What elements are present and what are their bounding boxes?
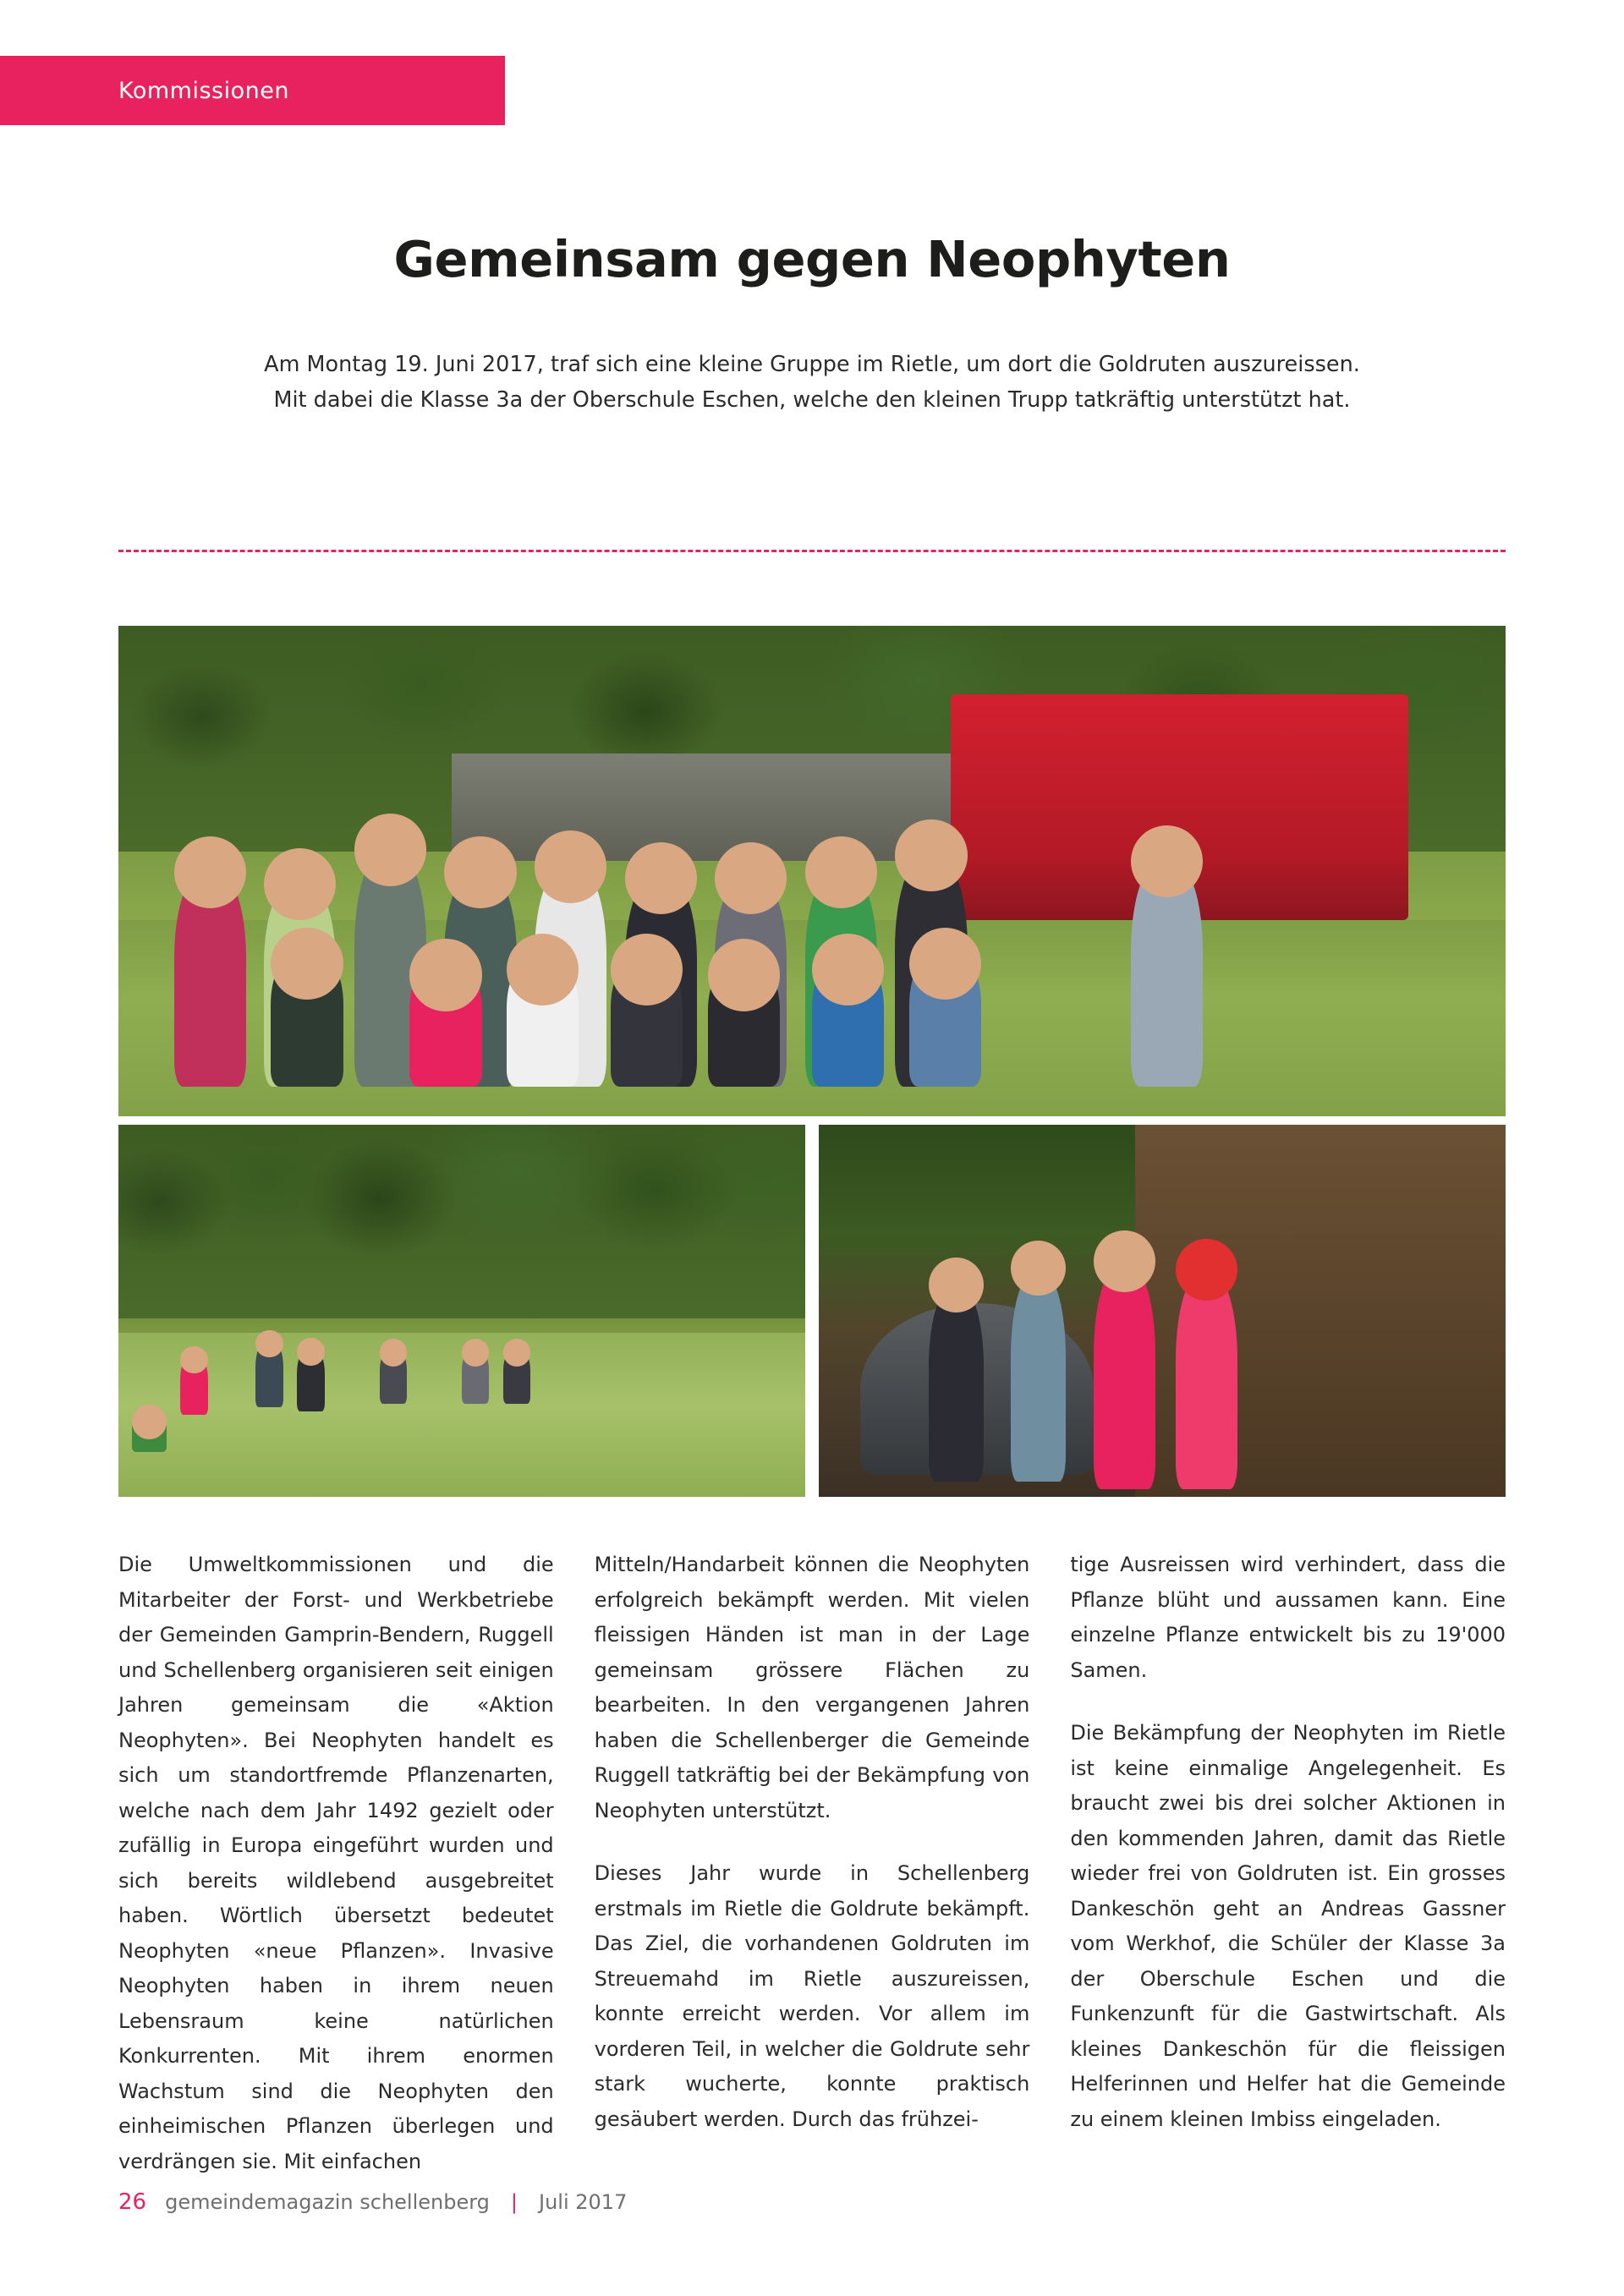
- photo-person: [297, 1348, 324, 1411]
- photo-person-head: [297, 1338, 324, 1365]
- article-body: [118, 1548, 1506, 2179]
- photo-person-head: [535, 830, 606, 902]
- photo-person-head: [1094, 1230, 1155, 1292]
- divider: [118, 550, 1506, 552]
- footer-separator: |: [510, 2190, 518, 2214]
- photo-person: [503, 1348, 530, 1404]
- photo-person-front: [507, 955, 579, 1088]
- photo-person: [1011, 1274, 1066, 1482]
- photo-person-head: [462, 1339, 489, 1366]
- photo-person-head: [507, 934, 579, 1006]
- photo-person: [180, 1356, 207, 1415]
- photo-person-front: [409, 959, 481, 1087]
- photo-person: [1176, 1274, 1237, 1489]
- photo-person-head: [909, 928, 981, 1000]
- photo-person-head: [271, 928, 343, 1000]
- photo-person-head: [805, 836, 877, 908]
- photo-treeline: [118, 1125, 805, 1318]
- page-title: Gemeinsam gegen Neophyten: [393, 230, 1231, 288]
- photo-person-head: [174, 836, 246, 908]
- photo-person-front: [812, 955, 884, 1088]
- photo-person: [174, 871, 246, 1087]
- category-label: Kommissionen: [118, 77, 289, 104]
- photo-person-head: [380, 1339, 407, 1366]
- photo-person-head: [625, 842, 697, 914]
- photo-person-head: [180, 1346, 207, 1373]
- photo-person-head: [611, 934, 683, 1006]
- text-column-2: [595, 1548, 1030, 2179]
- paragraph: Die Umweltkommissionen und die Mitarbeiter der Forst- und Werkbetriebe der Gemeinden Gamprin-Bendern, Ruggell und Schellenberg organisieren seit einigen Jahren gemeinsam die «Aktion Neophyten». Bei Neophyten handelt es sich um standortfremde Pflanzenarten, welche nach dem Jahr 1492 gezielt oder zufällig in Europa eingeführt wurden und sich bereits wildlebend ausgebreitet haben. Wörtlich übersetzt bedeutet Neophyten «neue Pflanzen». Invasive Neophyten haben in ihrem neuen Lebensraum keine natürlichen Konkurrenten. Mit ihrem enormen Wachstum sind die Neophyten den einheimischen Pflanzen überlegen und verdrängen sie. Mit einfachen: [118, 1553, 554, 2173]
- paragraph: Die Bekämpfung der Neophyten im Rietle ist keine einmalige Angelegenheit. Es braucht zwei bis drei solcher Aktionen in den kommenden Jahren, damit das Rietle wieder frei von Goldruten ist. Ein grosses Dankeschön geht an Andreas Gassner vom Werkhof, die Schüler der Klasse 3a der Oberschule Eschen und die Funkenzunft für die Gastwirtschaft. Als kleines Dankeschön für die fleissigen Helferinnen und Helfer hat die Gemeinde zu einem kleinen Imbiss eingeladen.: [1070, 1721, 1506, 2131]
- photo-person-head: [444, 836, 516, 908]
- photo-person-front: [271, 950, 343, 1087]
- text-column-3: [1070, 1548, 1506, 2179]
- photo-person: [380, 1348, 407, 1404]
- photo-person: [929, 1289, 984, 1482]
- photo-person-front: [909, 950, 981, 1087]
- photo-person-front: [611, 955, 683, 1088]
- photo-person-head: [1011, 1241, 1066, 1296]
- photo-person-head: [354, 814, 426, 885]
- photo-person: [255, 1340, 283, 1407]
- photo-person: [1094, 1266, 1155, 1489]
- page-number: 26: [118, 2189, 147, 2215]
- field-work-photo: [118, 1125, 805, 1497]
- photo-person-head: [929, 1258, 984, 1312]
- page-footer: [118, 2189, 627, 2215]
- article-lead: Am Montag 19. Juni 2017, traf sich eine kleine Gruppe im Rietle, um dort die Goldruten auszureissen. Mit dabei die Klasse 3a der Oberschule Eschen, welche den kleinen Trupp tatkräftig unterstützt hat.: [264, 352, 1360, 413]
- category-tab: [0, 56, 505, 125]
- paragraph: tige Ausreissen wird verhindert, dass die Pflanze blüht und aussamen kann. Eine einzelne Pflanze entwickelt bis zu 19'000 Samen.: [1070, 1553, 1506, 1682]
- photo-person-head: [503, 1339, 530, 1366]
- paragraph: Mitteln/Handarbeit können die Neophyten erfolgreich bekämpft werden. Mit vielen fleissigen Händen ist man in der Lage gemeinsam grössere Flächen zu bearbeiten. In den vergangenen Jahren haben die Schellenberger die Gemeinde Ruggell tatkräftig bei der Bekämpfung von Neophyten unterstützt.: [594, 1553, 1030, 1822]
- photo-person-head: [812, 934, 884, 1006]
- photo-person-head: [132, 1405, 167, 1439]
- photo-person-head: [1131, 825, 1203, 897]
- issue-date: Juli 2017: [539, 2190, 628, 2214]
- grill-photo: [819, 1125, 1506, 1497]
- photo-person: [1131, 861, 1203, 1087]
- photo-person-head: [715, 842, 787, 914]
- photo-person-head: [264, 848, 336, 920]
- photo-person-head: [895, 819, 967, 891]
- photo-person-head: [708, 939, 780, 1011]
- photo-person: [132, 1411, 167, 1452]
- magazine-name: gemeindemagazin schellenberg: [165, 2190, 490, 2214]
- photo-person-front: [708, 959, 780, 1087]
- photo-person-head: [409, 939, 481, 1011]
- text-column-1: [118, 1548, 554, 2179]
- paragraph: Dieses Jahr wurde in Schellenberg erstmals im Rietle die Goldrute bekämpft. Das Ziel, die vorhandenen Goldruten im Streuemahd im Rietle auszureissen, konnte erreicht werden. Vor allem im vorderen Teil, in welcher die Goldrute sehr stark wucherte, konnte praktisch gesäubert werden. Durch das frühzei-: [594, 1861, 1030, 2131]
- photo-person-head: [255, 1330, 283, 1357]
- group-photo-volunteers: [118, 626, 1506, 1116]
- photo-person: [462, 1348, 489, 1404]
